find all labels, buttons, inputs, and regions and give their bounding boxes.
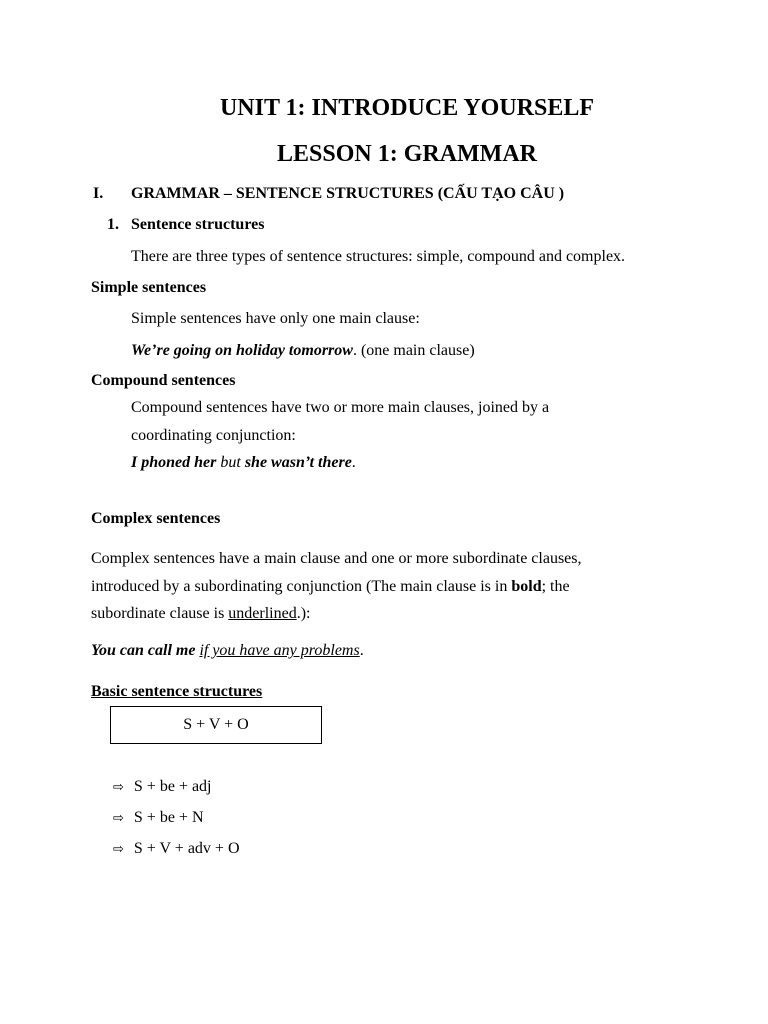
structure-text: S + be + adj xyxy=(133,778,212,795)
complex-line2-text: introduced by a subordinating conjunction (The main clause is in xyxy=(91,578,512,595)
simple-example xyxy=(131,341,475,360)
section-numeral: I. xyxy=(93,185,104,202)
simple-example-note: . (one main clause) xyxy=(352,342,475,359)
simple-description: Simple sentences have only one main clause: xyxy=(131,310,420,327)
structure-text: S + be + N xyxy=(133,809,204,826)
complex-line1: Complex sentences have a main clause and one or more subordinate clauses, xyxy=(91,550,582,567)
complex-line3-underlined: underlined xyxy=(228,605,297,622)
basic-heading: Basic sentence structures xyxy=(91,683,263,700)
complex-example-main-clause: You can call me xyxy=(91,642,196,659)
compound-example xyxy=(131,453,356,472)
structure-list-item xyxy=(113,808,204,827)
complex-line3-end: .): xyxy=(296,605,311,622)
page-subtitle: LESSON 1: GRAMMAR xyxy=(276,141,537,167)
subsection-heading: Sentence structures xyxy=(131,216,265,233)
compound-example-clause1: I phoned her xyxy=(131,454,217,471)
arrow-right-icon: ⇨ xyxy=(113,811,124,826)
complex-example xyxy=(91,641,364,660)
compound-example-conjunction: but xyxy=(216,454,245,471)
complex-line3-text: subordinate clause is xyxy=(91,605,229,622)
complex-line2 xyxy=(91,577,570,596)
complex-heading: Complex sentences xyxy=(91,510,221,527)
complex-line2-bold: bold xyxy=(511,578,542,595)
formula-box-text: S + V + O xyxy=(183,716,249,733)
simple-heading: Simple sentences xyxy=(91,279,207,296)
structure-text: S + V + adv + O xyxy=(133,840,240,857)
arrow-right-icon: ⇨ xyxy=(113,780,124,795)
subsection-number: 1. xyxy=(107,216,119,233)
complex-line3 xyxy=(91,604,311,623)
section-heading: GRAMMAR – SENTENCE STRUCTURES (CẤU TẠO CÂU ) xyxy=(131,185,565,202)
compound-example-end: . xyxy=(351,454,356,471)
simple-example-main: We’re going on holiday tomorrow xyxy=(131,342,353,359)
arrow-right-icon: ⇨ xyxy=(113,842,124,857)
compound-description-line1: Compound sentences have two or more main clauses, joined by a xyxy=(131,399,550,416)
structure-list-item xyxy=(113,777,212,796)
compound-description-line2: coordinating conjunction: xyxy=(131,427,296,444)
complex-example-end: . xyxy=(359,642,364,659)
compound-example-clause2: she wasn’t there xyxy=(244,454,352,471)
subsection-intro: There are three types of sentence structures: simple, compound and complex. xyxy=(131,248,626,265)
complex-example-subordinate-clause: if you have any problems xyxy=(199,642,360,659)
formula-box xyxy=(110,706,322,744)
complex-line2-end: ; the xyxy=(541,578,570,595)
page-title: UNIT 1: INTRODUCE YOURSELF xyxy=(219,95,595,121)
compound-heading: Compound sentences xyxy=(91,372,236,389)
structure-list-item xyxy=(113,839,240,858)
